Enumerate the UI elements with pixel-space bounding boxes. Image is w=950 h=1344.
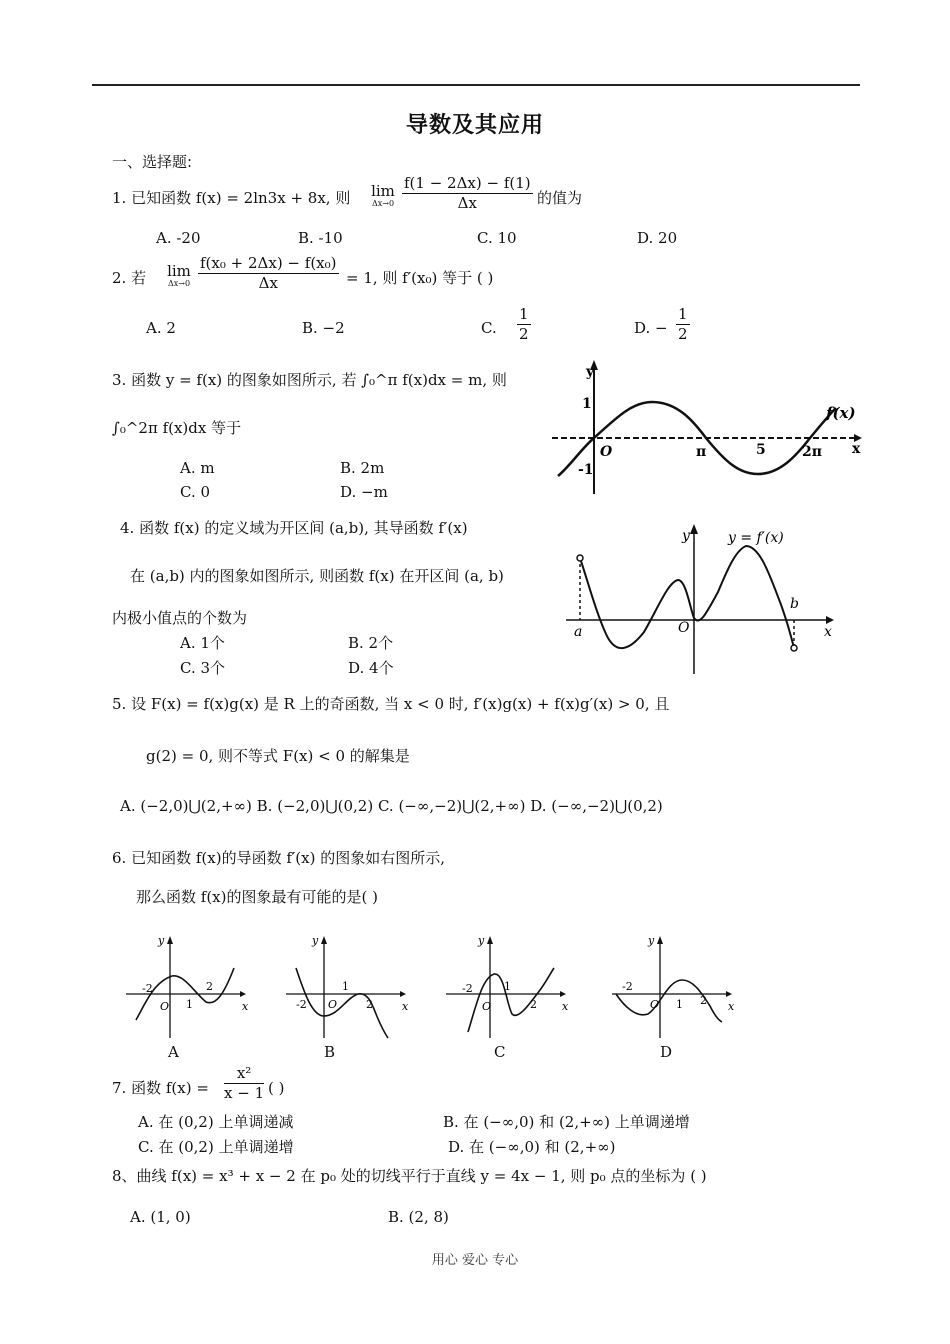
q6a-x-arrow (240, 991, 246, 997)
q6a-origin: O (160, 1000, 170, 1013)
q6c-origin: O (482, 1000, 492, 1013)
q7-tail: ( ) (268, 1079, 285, 1097)
q2-option-a: A. 2 (146, 319, 176, 337)
q2-option-d-fraction (676, 305, 690, 344)
q3-option-d: D. −m (340, 483, 388, 501)
q3-tick-2pi: 2π (802, 444, 822, 460)
q6c-y-arrow (487, 936, 493, 944)
q2-d-numerator: 1 (678, 305, 688, 323)
q6b-tick-neg2: -2 (296, 998, 307, 1011)
q2-option-c-fraction (517, 305, 531, 344)
q5-line2: g(2) = 0, 则不等式 F(x) < 0 的解集是 (146, 747, 410, 765)
q6d-y-arrow (657, 936, 663, 944)
q4-origin: O (678, 620, 690, 636)
q6b-x-arrow (400, 991, 406, 997)
q3-line2: ∫₀^2π f(x)dx 等于 (112, 419, 242, 437)
q4-option-c: C. 3个 (180, 659, 226, 677)
q6b-y-label: y (312, 934, 319, 947)
q3-tick-pi: π (696, 444, 707, 460)
q3-fx-label: f(x) (826, 404, 856, 422)
q7-option-b: B. 在 (−∞,0) 和 (2,+∞) 上单调递增 (443, 1113, 690, 1131)
q7-numerator: x² (224, 1064, 264, 1084)
q4-curve-label: y = f′(x) (728, 530, 784, 546)
q6a-x-label: x (242, 1000, 249, 1013)
q1-option-d: D. 20 (637, 229, 678, 247)
q4-y-arrow (690, 524, 698, 534)
q2-c-denominator: 2 (519, 325, 529, 343)
q4-x-arrow (826, 616, 834, 624)
q6a-tick-2: 2 (206, 980, 213, 993)
q8-stem: 8、曲线 f(x) = x³ + x − 2 在 p₀ 处的切线平行于直线 y = 4x − 1, 则 p₀ 点的坐标为 ( ) (112, 1167, 707, 1185)
q4-open-point-b (791, 645, 797, 651)
q1-denominator: Δx (457, 194, 477, 212)
q7-denominator: x − 1 (224, 1084, 265, 1102)
q7-option-a: A. 在 (0,2) 上单调递减 (138, 1113, 294, 1131)
q2-d-denominator: 2 (678, 325, 688, 343)
q6b-y-arrow (321, 936, 327, 944)
page-footer: 用心 爱心 专心 (431, 1253, 519, 1268)
q6-line1: 6. 已知函数 f(x)的导函数 f′(x) 的图象如右图所示, (112, 849, 445, 867)
q6a-y-arrow (167, 936, 173, 944)
q7-option-c: C. 在 (0,2) 上单调递增 (138, 1138, 294, 1156)
q2-lim-text: lim (167, 262, 191, 280)
q4-option-b: B. 2个 (348, 634, 394, 652)
q4-line3: 内极小值点的个数为 (112, 609, 248, 627)
q6d-tick-2: 2 (700, 994, 707, 1007)
q2-denominator: Δx (258, 274, 278, 292)
q3-sine-graph (548, 358, 868, 498)
q6d-tick-1: 1 (676, 998, 683, 1011)
q2-fraction (198, 254, 339, 293)
q4-x-label: x (824, 624, 832, 640)
q2-option-c: C. (481, 319, 497, 337)
q6-graph-a (124, 932, 256, 1044)
q1-stem: 1. 已知函数 f(x) = 2ln3x + 8x, 则 (112, 189, 351, 207)
q1-lim-sub: Δx→0 (371, 199, 395, 208)
q6d-x-label: x (728, 1000, 735, 1013)
q1-fraction (402, 174, 533, 213)
q6b-curve (296, 968, 388, 1038)
q6c-x-arrow (560, 991, 566, 997)
q3-tick-1: 1 (582, 396, 592, 412)
q3-tick-neg1: -1 (578, 462, 594, 478)
q4-option-a: A. 1个 (180, 634, 225, 652)
q6c-tick-neg2: -2 (462, 982, 473, 995)
q3-origin: O (600, 444, 613, 460)
q6-graph-b (284, 932, 416, 1044)
q2-option-b: B. −2 (302, 319, 345, 337)
header-rule (92, 84, 860, 86)
q3-option-b: B. 2m (340, 459, 385, 477)
q4-option-d: D. 4个 (348, 659, 394, 677)
q1-option-a: A. -20 (156, 229, 201, 247)
q7-fraction (224, 1064, 264, 1103)
q6b-tick-1: 1 (342, 980, 349, 993)
q6d-x-arrow (726, 991, 732, 997)
q6c-x-label: x (562, 1000, 569, 1013)
q8-option-b: B. (2, 8) (388, 1208, 449, 1226)
q3-option-c: C. 0 (180, 483, 211, 501)
q3-y-label: y (586, 364, 595, 380)
q6-label-b: B (324, 1043, 336, 1061)
q1-limit (366, 183, 400, 209)
q4-a-label: a (574, 624, 583, 640)
q2-tail: = 1, 则 f′(x₀) 等于 ( ) (346, 269, 494, 287)
page-title: 导数及其应用 (405, 113, 544, 138)
q6a-y-label: y (158, 934, 165, 947)
q1-option-b: B. -10 (298, 229, 343, 247)
q5-line1: 5. 设 F(x) = f(x)g(x) 是 R 上的奇函数, 当 x < 0 时, f′(x)g(x) + f(x)g′(x) > 0, 且 (112, 695, 670, 713)
q6c-y-label: y (478, 934, 485, 947)
q8-option-a: A. (1, 0) (130, 1208, 191, 1226)
section-heading: 一、选择题: (112, 153, 193, 171)
q3-tick-5: 5 (756, 442, 766, 458)
q2-numerator: f(x₀ + 2Δx) − f(x₀) (200, 254, 337, 272)
q6b-origin: O (328, 998, 338, 1011)
q5-options: A. (−2,0)⋃(2,+∞) B. (−2,0)⋃(0,2) C. (−∞,−2)⋃(2,+∞) D. (−∞,−2)⋃(0,2) (120, 797, 663, 815)
q2-limit (162, 263, 196, 289)
q6-label-a: A (168, 1043, 179, 1061)
q3-x-label: x (852, 441, 861, 457)
q4-y-label: y (682, 528, 690, 544)
q4-open-point-a (577, 555, 583, 561)
q4-derivative-graph (566, 522, 840, 676)
q6-graph-d (610, 932, 742, 1044)
q3-line1: 3. 函数 y = f(x) 的图象如图所示, 若 ∫₀^π f(x)dx = m, 则 (112, 371, 507, 389)
q1-tail: 的值为 (537, 189, 583, 207)
q6c-curve (468, 968, 554, 1032)
q3-option-a: A. m (180, 459, 215, 477)
q1-lim-text: lim (371, 182, 395, 200)
q7-stem: 7. 函数 f(x) = (112, 1079, 209, 1097)
q6d-y-label: y (648, 934, 655, 947)
q6d-origin: O (650, 998, 660, 1011)
q1-numerator: f(1 − 2Δx) − f(1) (404, 174, 531, 192)
q6c-tick-1: 1 (504, 980, 511, 993)
q6a-tick-neg2: -2 (142, 982, 153, 995)
q6-line2: 那么函数 f(x)的图象最有可能的是( ) (136, 888, 378, 906)
q4-line2: 在 (a,b) 内的图象如图所示, 则函数 f(x) 在开区间 (a, b) (130, 567, 504, 585)
q2-c-numerator: 1 (519, 305, 529, 323)
q6-graph-c (444, 932, 576, 1044)
q7-option-d: D. 在 (−∞,0) 和 (2,+∞) (448, 1138, 616, 1156)
q6-label-c: C (494, 1043, 506, 1061)
q1-option-c: C. 10 (477, 229, 517, 247)
q6-label-d: D (660, 1043, 673, 1061)
q2-lim-sub: Δx→0 (167, 279, 191, 288)
q2-stem: 2. 若 (112, 269, 147, 287)
q6b-tick-2: 2 (366, 998, 373, 1011)
q4-line1: 4. 函数 f(x) 的定义域为开区间 (a,b), 其导函数 f′(x) (120, 519, 468, 537)
q6b-x-label: x (402, 1000, 409, 1013)
q4-b-label: b (790, 596, 799, 612)
q2-option-d: D. − (634, 319, 668, 337)
q6c-tick-2: 2 (530, 998, 537, 1011)
q6a-tick-1: 1 (186, 998, 193, 1011)
q6d-tick-neg2: -2 (622, 980, 633, 993)
